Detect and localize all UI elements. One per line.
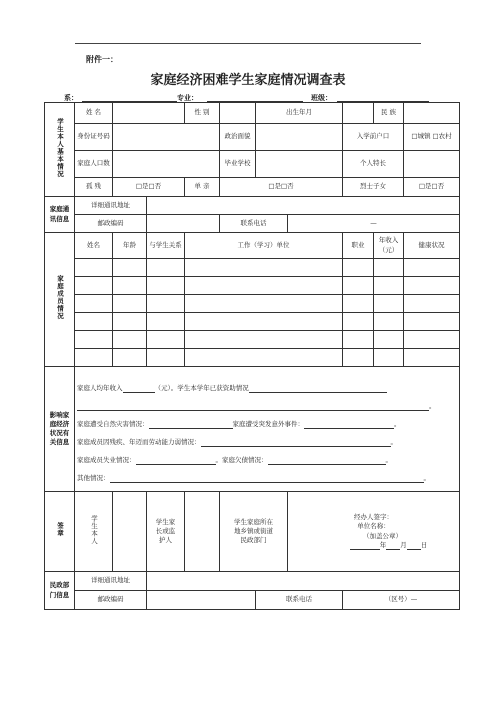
- gender-field[interactable]: [220, 103, 256, 124]
- civil-postcode-label: 邮政编码: [75, 591, 147, 610]
- single-parent-checkbox[interactable]: □是□否: [220, 178, 343, 197]
- contact-address-field[interactable]: [147, 197, 460, 215]
- politics-label: 政治面貌: [220, 124, 256, 151]
- martyr-child-label: 烈士子女: [343, 178, 404, 197]
- specialty-field[interactable]: [404, 151, 460, 178]
- ethnicity-field[interactable]: [404, 103, 460, 124]
- members-header-income: 年收入（元）: [374, 233, 404, 259]
- members-header-workplace: 工作（学习）单位: [185, 233, 343, 259]
- contact-section-label: 家庭通讯信息: [45, 197, 75, 233]
- civil-phone-field[interactable]: （区号）—: [343, 591, 460, 610]
- id-card-label: 身份证号码: [75, 124, 113, 151]
- family-size-field[interactable]: [113, 151, 220, 178]
- major-label: 专业：: [177, 93, 198, 102]
- annex-label: 附件一：: [86, 54, 118, 64]
- name-label: 姓 名: [75, 103, 113, 124]
- disability-field[interactable]: [201, 439, 391, 447]
- contact-postcode-label: 邮政编码: [75, 215, 147, 233]
- politics-field[interactable]: [256, 124, 343, 151]
- student-section-label: 学生本人基本情况: [45, 103, 75, 197]
- table-row: [45, 313, 460, 331]
- table-row: [45, 259, 460, 277]
- stamp-area[interactable]: 经办人签字： 单位名称： （加盖公章） 年 月 日: [288, 492, 460, 572]
- members-header-occupation: 职业: [343, 233, 374, 259]
- factors-content: 家庭人均年收入 （元）。学生本学年已获资助情况 。 家庭遭受自然灾害情况： 家庭遭受突发意外事件： 。 家庭成员因残疾、年迈而劳动能力弱情况： 。 家庭成员失业情况： 。 家庭欠债情况： 。 其他情况： 。: [75, 367, 460, 492]
- birth-field[interactable]: [343, 103, 374, 124]
- table-row: [45, 295, 460, 313]
- martyr-child-checkbox[interactable]: □是□否: [404, 178, 460, 197]
- members-header-age: 年龄: [113, 233, 147, 259]
- birth-label: 出生年月: [256, 103, 343, 124]
- table-row: [45, 349, 460, 367]
- accident-field[interactable]: [304, 421, 394, 429]
- name-field[interactable]: [113, 103, 185, 124]
- hukou-options[interactable]: □城镇 □农村: [404, 124, 460, 151]
- id-card-field[interactable]: [113, 124, 220, 151]
- family-size-label: 家庭人口数: [75, 151, 113, 178]
- signature-section-label: 签章: [45, 492, 75, 572]
- contact-postcode-field[interactable]: [147, 215, 220, 233]
- hukou-label: 入学前户口: [343, 124, 404, 151]
- civil-address-label: 详细通讯地址: [75, 572, 147, 591]
- unemployment-field[interactable]: [136, 457, 216, 465]
- class-label: 班级：: [311, 93, 332, 102]
- grad-school-field[interactable]: [256, 151, 343, 178]
- other-field[interactable]: [110, 475, 424, 483]
- disaster-field[interactable]: [149, 421, 233, 429]
- members-header-name: 姓名: [75, 233, 113, 259]
- grad-school-label: 毕业学校: [220, 151, 256, 178]
- contact-address-label: 详细通讯地址: [75, 197, 147, 215]
- header-rule: [75, 43, 421, 44]
- survey-form-table: [44, 102, 460, 610]
- table-row: [45, 277, 460, 295]
- members-header-relation: 与学生关系: [147, 233, 185, 259]
- aid-field[interactable]: [249, 385, 387, 393]
- guardian-signature-field[interactable]: [185, 492, 220, 572]
- civil-phone-label: 联系电话: [256, 591, 343, 610]
- civil-address-field[interactable]: [147, 572, 460, 591]
- guardian-signature-label: 学生家长或监护人: [147, 492, 185, 572]
- debt-field[interactable]: [268, 457, 386, 465]
- orphan-label: 孤 残: [75, 178, 113, 197]
- table-row: [45, 331, 460, 349]
- student-signature-field[interactable]: [113, 492, 147, 572]
- specialty-label: 个人特长: [343, 151, 404, 178]
- factors-section-label: 影响家庭经济状况有关信息: [45, 367, 75, 492]
- form-title: 家庭经济困难学生家庭情况调查表: [150, 73, 346, 88]
- members-header-health: 健康状况: [404, 233, 460, 259]
- aid-field-cont[interactable]: [77, 403, 429, 411]
- income-field[interactable]: [123, 385, 155, 393]
- single-parent-label: 单 亲: [185, 178, 220, 197]
- department-label: 系：: [64, 93, 78, 102]
- contact-phone-label: 联系电话: [220, 215, 288, 233]
- contact-phone-field[interactable]: —: [288, 215, 460, 233]
- members-section-label: 家庭成员情况: [45, 233, 75, 367]
- civil-postcode-field[interactable]: [147, 591, 256, 610]
- ethnicity-label: 民 族: [374, 103, 404, 124]
- civil-office-label: 学生家庭所在地乡镇或街道民政部门: [220, 492, 288, 572]
- gender-label: 性 别: [185, 103, 220, 124]
- orphan-checkbox[interactable]: □是□否: [113, 178, 185, 197]
- student-signature-label: 学生本人: [75, 492, 113, 572]
- civil-section-label: 民政部门信息: [45, 572, 75, 610]
